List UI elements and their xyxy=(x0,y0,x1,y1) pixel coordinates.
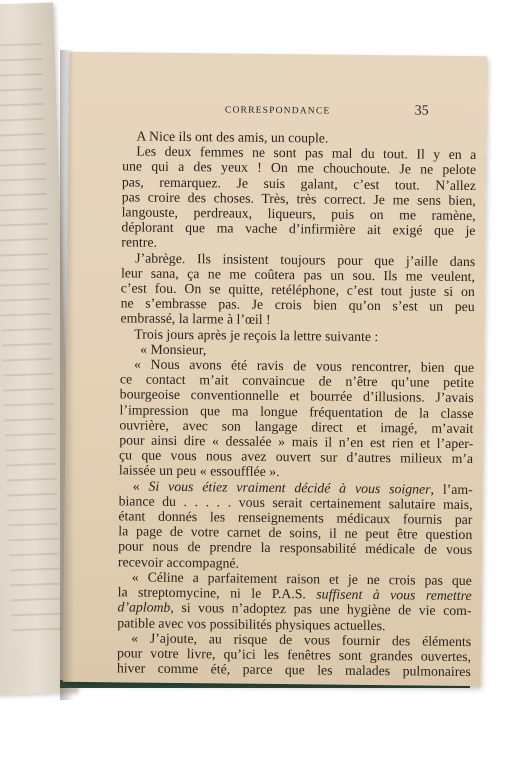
spine-shadow xyxy=(60,50,74,700)
text-line: hiver comme été, parce que les malades pulmonaires xyxy=(116,660,471,680)
text-line: J’abrège. Ils insistent toujours pour que j’aille dans xyxy=(135,250,476,269)
text-line: ne s’embrasse pas. Je crois bien qu’on s’est un peu xyxy=(120,295,475,315)
text-line: « Monsieur, xyxy=(140,341,207,358)
text-line: patible avec vos possibilités physiques actuelles. xyxy=(117,614,386,633)
text-line: biance du . . . . . vous serait certainement salutaire mais, xyxy=(118,493,473,512)
text-line: ce contact m’ait convaincue de n’être qu’une petite xyxy=(119,371,474,391)
text-line: d’aplomb, si vous n’adoptez pas une hygiène de vie com- xyxy=(117,599,472,619)
text-line: leur sana, ça ne me coûtera pas un sou. Ils me veulent, xyxy=(120,265,476,284)
running-head: CORRESPONDANCE xyxy=(224,105,331,117)
text-line: pour nous de prendre la responsabilité médicale de vous xyxy=(118,538,473,558)
text-line: la page de votre carnet de soins, il ne peut être question xyxy=(118,523,473,543)
text-line: ouvrière, avec son langage direct et imagé, m’avait xyxy=(119,417,474,436)
text-line: pas, remarquez. Je suis galant, c’est tout. N’allez xyxy=(121,173,477,193)
text-line: laissée un peu « essoufflée ». xyxy=(118,462,280,480)
page-number: 35 xyxy=(414,103,429,119)
text-line: la streptomycine, ni le P.A.S. suffisent à vous remettre xyxy=(117,584,472,604)
page-body-text xyxy=(117,128,477,679)
text-line: déplorant que ma vache d’infirmière ait exigé que je xyxy=(121,219,476,239)
text-line: « J’ajoute, au risque de vous fournir des éléments xyxy=(131,630,472,649)
text-line: « Si vous étiez vraiment décidé à vous soigner, l’am- xyxy=(132,478,473,497)
text-line: pour ainsi dire « dessalée » mais il n’en est rien et l’aper- xyxy=(119,432,474,452)
text-line: Trois jours après je reçois la lettre suivante : xyxy=(134,326,379,344)
text-line: une qui a des yeux ! On me chouchoute. Je ne pelote xyxy=(122,158,477,178)
text-line: rentre. xyxy=(121,234,158,251)
text-line: bourgeoise conventionnelle et bourrée d’illusions. J’avais xyxy=(119,386,474,406)
text-line: embrassé, la larme à l’œil ! xyxy=(120,310,271,328)
facing-page-text-bleed xyxy=(0,43,62,644)
text-line: recevoir accompagné. xyxy=(117,554,240,571)
text-line: Les deux femmes ne sont pas mal du tout. Il y en a xyxy=(136,143,477,163)
text-line: çu que vous nous avez ouvert sur d’autres milieux m’a xyxy=(119,447,474,467)
book-page xyxy=(63,52,488,686)
text-line: « Nous avons été ravis de vous rencontrer, bien que xyxy=(133,356,475,376)
text-line: c’est fou. On se quitte, retéléphone, c’est tout juste si on xyxy=(120,280,475,300)
text-line: pas croire des choses. Très, très correct. Je me sens bien, xyxy=(121,189,476,208)
text-line: étant donnés les renseignements médicaux fournis par xyxy=(118,508,473,528)
text-line: « Céline a parfaitement raison et je ne crois pas que xyxy=(131,569,472,588)
text-line: l’impression que ma longue fréquentation de la classe xyxy=(119,402,474,421)
text-line: A Nice ils ont des amis, un couple. xyxy=(136,128,329,146)
text-line: pour votre livre, qu’ici les fenêtres sont grandes ouvertes, xyxy=(116,645,472,664)
text-line: langouste, perdreaux, liqueurs, puis on me ramène, xyxy=(121,204,476,224)
